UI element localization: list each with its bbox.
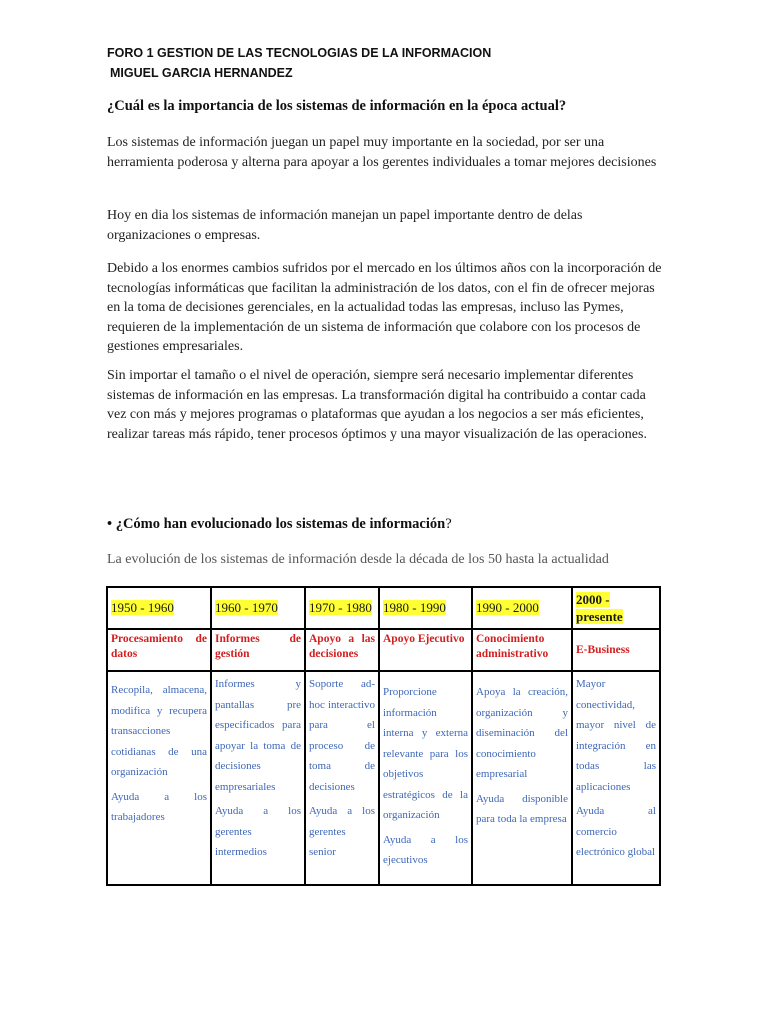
period-label: 1950 - 1960 [111,600,174,615]
help-text: Ayuda disponible para toda la empresa [476,792,568,825]
author-name: MIGUEL GARCIA HERNANDEZ [110,66,293,80]
period-cell [379,587,472,629]
question-importance: ¿Cuál es la importancia de los sistemas de información en la época actual? [107,98,567,114]
description-text: Informes y pantallas pre especificados para apoyar la toma de decisiones empresariales [215,678,301,793]
description-cell [107,671,211,885]
paragraph: Los sistemas de información juegan un papel muy importante en la sociedad, por ser una herramienta poderosa y alterna para apoyar a los gerentes individuales a tomar mejores decisiones [107,135,657,170]
period-cell [107,587,211,629]
description-text: Apoya la creación, organización y diseminación del conocimiento empresarial [476,686,568,780]
system-title: Conocimiento administrativo [472,629,572,671]
paragraph: Sin importar el tamaño o el nivel de operación, siempre será necesario implementar diferentes sistemas de información en las empresas. La transformación digital ha contribuido a contar cada vez con más y mejores programas o plataformas que ayudan a los negocios a ser más eficientes, realizar tareas más rápido, tener procesos óptimos y una mayor visualización de las operaciones. [107,368,647,442]
bullet: • [107,516,113,532]
title-row [107,629,660,671]
help-text: Ayuda a los trabajadores [111,790,207,823]
period-label: 1980 - 1990 [383,600,446,615]
description-cell [379,671,472,885]
paragraph: Hoy en dia los sistemas de información manejan un papel importante dentro de delas organizaciones o empresas. [107,208,583,243]
description-cell [472,671,572,885]
system-title: Apoyo a las decisiones [305,629,379,671]
period-label: 1960 - 1970 [215,600,278,615]
table-intro: La evolución de los sistemas de información desde la década de los 50 hasta la actualidad [107,552,609,567]
system-title: E-Business [572,629,660,671]
question-evolution-text: ¿Cómo han evolucionado los sistemas de información [115,516,446,532]
period-cell [572,587,660,629]
description-text: Mayor conectividad, mayor nivel de integración en todas las aplicaciones [576,678,656,793]
system-title: Apoyo Ejecutivo [379,629,472,671]
description-cell [211,671,305,885]
system-title: Procesamiento de datos [107,629,211,671]
help-text: Ayuda al comercio electrónico global [576,805,656,858]
period-cell [305,587,379,629]
help-text: Ayuda a los ejecutivos [383,833,468,866]
description-cell [305,671,379,885]
period-cell [472,587,572,629]
description-text: Soporte ad-hoc interactivo para el proceso de toma de decisiones [309,678,375,793]
question-evolution [107,516,452,533]
help-text: Ayuda a los gerentes senior [309,805,375,858]
description-text: Recopila, almacena, modifica y recupera transacciones cotidianas de una organización [111,684,207,778]
period-label: 1970 - 1980 [309,600,372,615]
period-label: 1990 - 2000 [476,600,539,615]
period-label: 2000 - presente [576,592,623,624]
evolution-table [106,586,661,886]
forum-title: FORO 1 GESTION DE LAS TECNOLOGIAS DE LA INFORMACION [107,46,492,60]
period-row [107,587,660,629]
system-title: Informes de gestión [211,629,305,671]
description-text: Proporcione información interna y externa relevante para los objetivos estratégicos de la organización [383,686,468,821]
description-cell [572,671,660,885]
help-text: Ayuda a los gerentes intermedios [215,805,301,858]
paragraph: Debido a los enormes cambios sufridos por el mercado en los últimos años con la incorporación de tecnologías informáticas que facilitan la administración de los datos, con el fin de ofrecer mejoras en la toma de decisiones gerenciales, en la actualidad todas las empresas, incluso las Pymes, requieren de la implementación de un sistema de información que colabore con los procesos de gestiones empresariales. [107,261,662,354]
description-row [107,671,660,885]
question-mark: ? [445,516,452,532]
period-cell [211,587,305,629]
